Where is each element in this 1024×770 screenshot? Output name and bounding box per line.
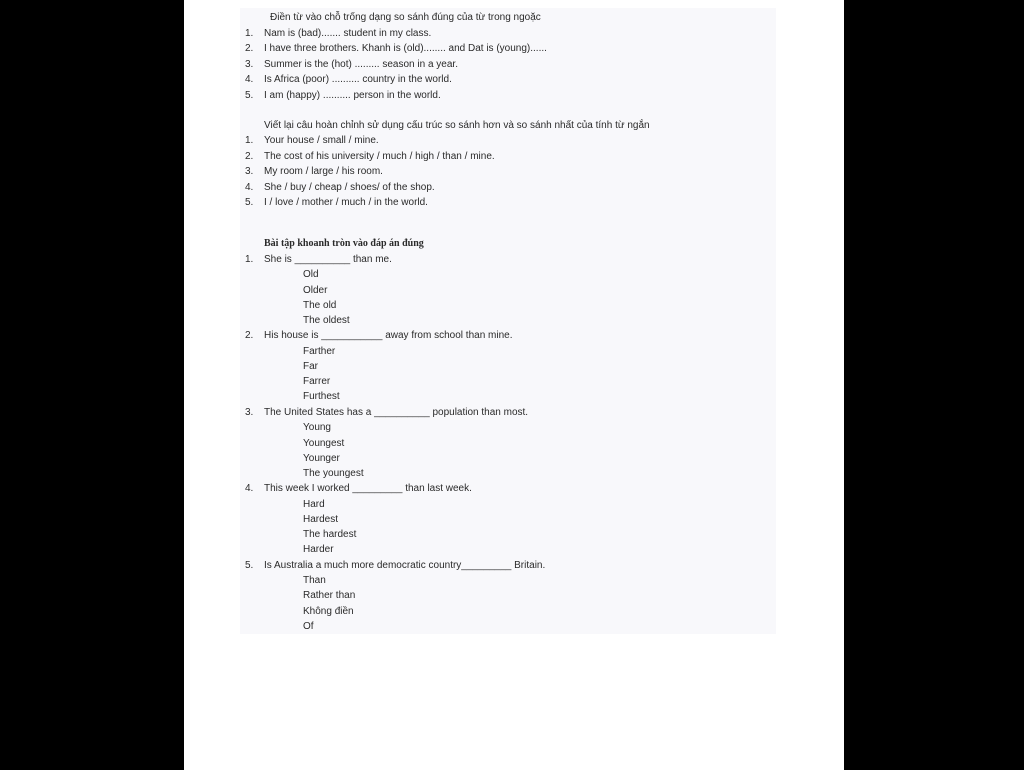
q2-option-d: Furthest bbox=[303, 391, 340, 402]
q3-option-d: The youngest bbox=[303, 468, 364, 479]
q3-number: 3. bbox=[245, 407, 254, 418]
q5-number: 5. bbox=[245, 560, 254, 571]
q2-number: 2. bbox=[245, 330, 254, 341]
s2-item3-number: 3. bbox=[245, 166, 254, 177]
q1-option-d: The oldest bbox=[303, 315, 350, 326]
q1-option-a: Old bbox=[303, 269, 319, 280]
s2-item3-text: My room / large / his room. bbox=[264, 166, 383, 177]
q4-text: This week I worked _________ than last week. bbox=[264, 483, 472, 494]
q1-number: 1. bbox=[245, 254, 254, 265]
q5-option-c: Không điền bbox=[303, 606, 354, 617]
q1-option-c: The old bbox=[303, 300, 337, 311]
q5-text: Is Australia a much more democratic country_________ Britain. bbox=[264, 560, 546, 571]
q3-option-b: Youngest bbox=[303, 438, 345, 449]
q4-option-d: Harder bbox=[303, 544, 334, 555]
s1-item5-text: I am (happy) .......... person in the world. bbox=[264, 90, 441, 101]
q1-text: She is __________ than me. bbox=[264, 254, 392, 265]
s1-item2-number: 2. bbox=[245, 43, 254, 54]
s1-item3-number: 3. bbox=[245, 59, 254, 70]
s1-item2-text: I have three brothers. Khanh is (old)........ and Dat is (young)...... bbox=[264, 43, 547, 54]
q5-option-d: Of bbox=[303, 621, 314, 632]
s1-item3-text: Summer is the (hot) ......... season in a year. bbox=[264, 59, 458, 70]
s1-item4-text: Is Africa (poor) .......... country in the world. bbox=[264, 74, 452, 85]
s2-item2-text: The cost of his university / much / high / than / mine. bbox=[264, 151, 495, 162]
worksheet-content bbox=[184, 0, 844, 770]
section3-title: Bài tập khoanh tròn vào đáp án đúng bbox=[264, 238, 424, 249]
q4-number: 4. bbox=[245, 483, 254, 494]
q5-option-b: Rather than bbox=[303, 590, 356, 601]
q1-option-b: Older bbox=[303, 285, 328, 296]
s1-item4-number: 4. bbox=[245, 74, 254, 85]
document-page bbox=[184, 0, 844, 770]
q4-option-c: The hardest bbox=[303, 529, 357, 540]
q2-option-c: Farrer bbox=[303, 376, 331, 387]
q4-option-b: Hardest bbox=[303, 514, 339, 525]
s2-item4-number: 4. bbox=[245, 182, 254, 193]
q2-text: His house is ___________ away from school than mine. bbox=[264, 330, 513, 341]
s2-item5-number: 5. bbox=[245, 197, 254, 208]
s1-item5-number: 5. bbox=[245, 90, 254, 101]
q2-option-a: Farther bbox=[303, 346, 336, 357]
s1-item1-text: Nam is (bad)....... student in my class. bbox=[264, 28, 432, 39]
q2-option-b: Far bbox=[303, 361, 318, 372]
q5-option-a: Than bbox=[303, 575, 326, 586]
s2-item1-number: 1. bbox=[245, 135, 254, 146]
s2-item5-text: I / love / mother / much / in the world. bbox=[264, 197, 428, 208]
s2-item1-text: Your house / small / mine. bbox=[264, 135, 379, 146]
q3-text: The United States has a __________ population than most. bbox=[264, 407, 529, 418]
section2-title: Viết lại câu hoàn chỉnh sử dụng cấu trúc so sánh hơn và so sánh nhất của tính từ ngắn bbox=[264, 120, 650, 131]
s1-item1-number: 1. bbox=[245, 28, 254, 39]
q3-option-c: Younger bbox=[303, 453, 340, 464]
section1-title: Điền từ vào chỗ trống dạng so sánh đúng của từ trong ngoặc bbox=[270, 12, 541, 23]
q4-option-a: Hard bbox=[303, 499, 325, 510]
q3-option-a: Young bbox=[303, 422, 331, 433]
s2-item2-number: 2. bbox=[245, 151, 254, 162]
s2-item4-text: She / buy / cheap / shoes/ of the shop. bbox=[264, 182, 435, 193]
